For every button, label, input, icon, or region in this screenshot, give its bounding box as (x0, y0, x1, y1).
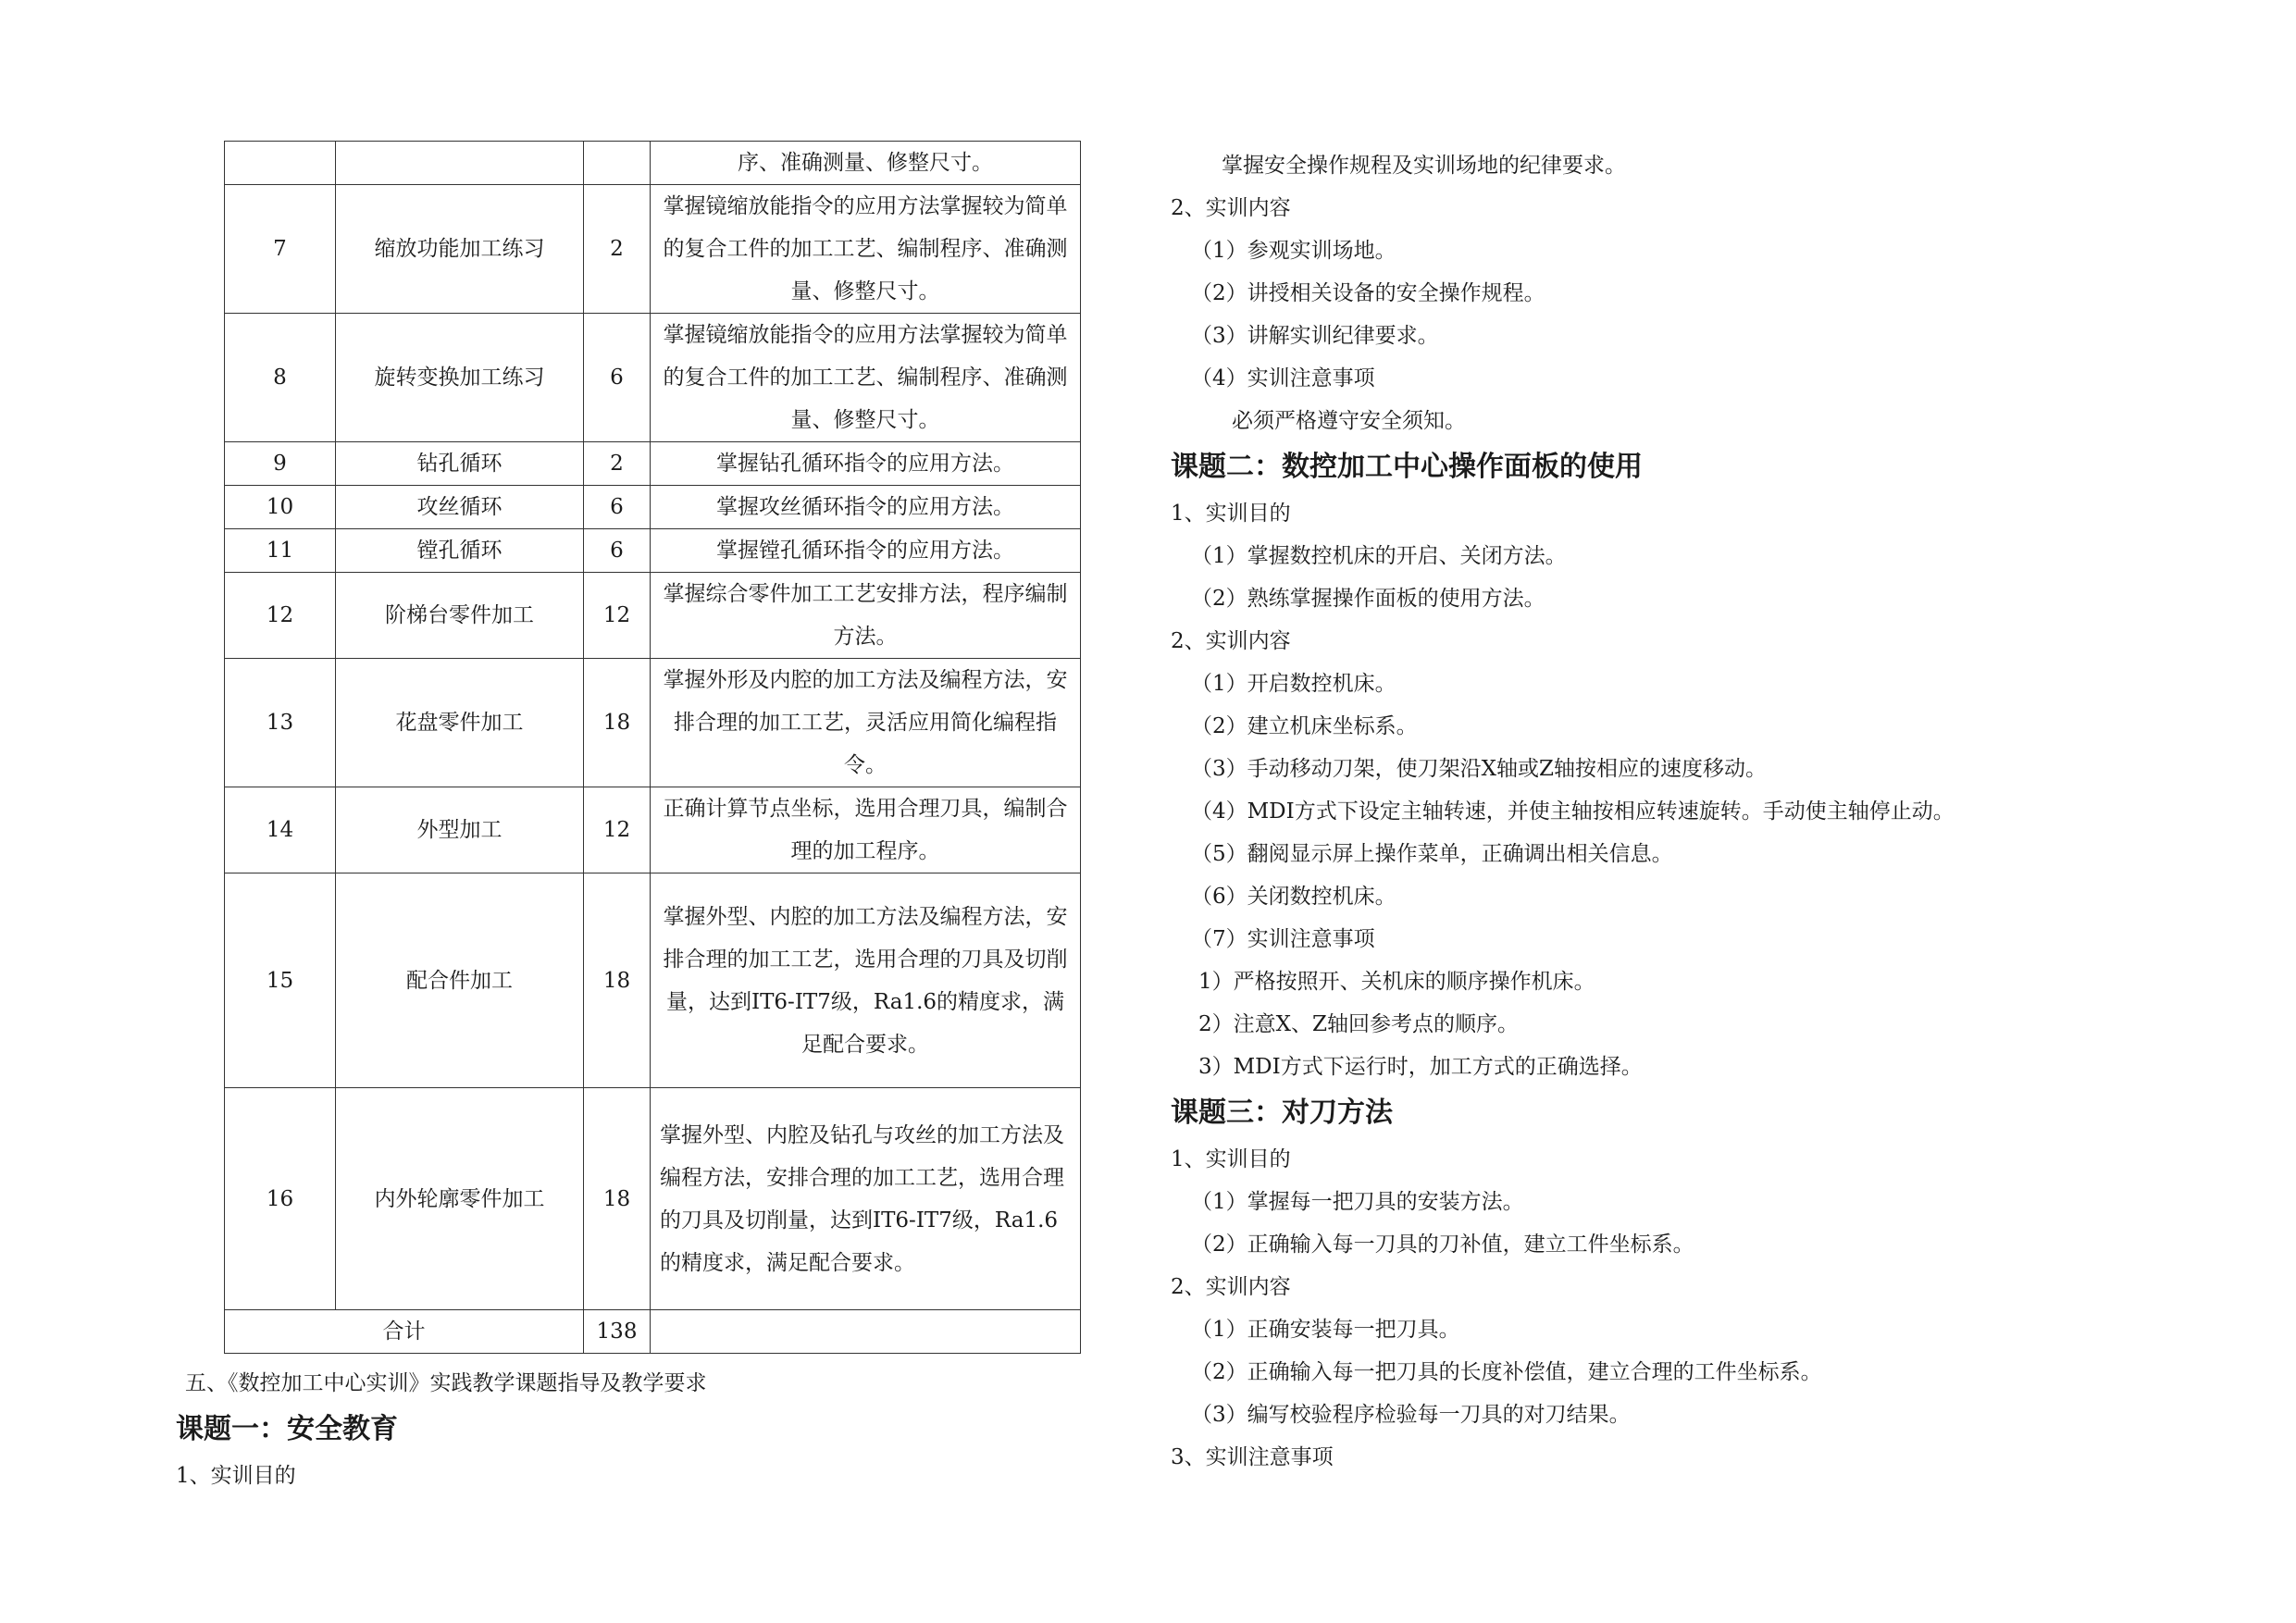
topic2-content-item: （2）建立机床坐标系。 (1191, 714, 1418, 738)
topic2-goal-heading: 1、实训目的 (1171, 502, 1291, 526)
row-number: 7 (225, 185, 336, 314)
row-number: 13 (225, 659, 336, 787)
row-item-name: 内外轮廓零件加工 (336, 1088, 584, 1310)
topic3-content-heading: 2、实训内容 (1171, 1275, 1291, 1299)
row-requirement: 序、准确测量、修整尺寸。 (651, 142, 1081, 185)
row-hours: 12 (584, 787, 651, 873)
row-item-name: 阶梯台零件加工 (336, 573, 584, 659)
row-hours: 12 (584, 573, 651, 659)
table-row (225, 142, 1081, 185)
table-row (225, 1088, 1081, 1310)
topic3-notes-heading: 3、实训注意事项 (1171, 1445, 1334, 1469)
row-number: 12 (225, 573, 336, 659)
row-item-name: 旋转变换加工练习 (336, 314, 584, 442)
topic2-heading: 课题二：数控加工中心操作面板的使用 (1171, 451, 1643, 483)
topic1-content-item: （1）参观实训场地。 (1191, 239, 1396, 263)
topic2-note-item: 2）注意X、Z轴回参考点的顺序。 (1198, 1012, 1519, 1036)
topic3-content-item: （3）编写校验程序检验每一刀具的对刀结果。 (1191, 1403, 1631, 1427)
row-hours: 2 (584, 185, 651, 314)
table-row (225, 873, 1081, 1088)
total-label: 合计 (225, 1310, 584, 1354)
topic1-goal-heading: 1、实训目的 (176, 1464, 296, 1488)
topic2-content-item: （5）翻阅显示屏上操作菜单，正确调出相关信息。 (1191, 842, 1673, 866)
row-requirement: 掌握钻孔循环指令的应用方法。 (651, 442, 1081, 486)
row-number: 8 (225, 314, 336, 442)
topic3-content-item: （1）正确安装每一把刀具。 (1191, 1318, 1460, 1342)
row-item-name: 外型加工 (336, 787, 584, 873)
topic2-goal-item: （1）掌握数控机床的开启、关闭方法。 (1191, 544, 1567, 568)
row-hours: 18 (584, 873, 651, 1088)
row-requirement: 掌握镗孔循环指令的应用方法。 (651, 529, 1081, 573)
table-row (225, 573, 1081, 659)
row-hours (584, 142, 651, 185)
topic1-content-item: （3）讲解实训纪律要求。 (1191, 324, 1439, 348)
table-total-row (225, 1310, 1081, 1354)
row-requirement: 正确计算节点坐标，选用合理刀具，编制合理的加工程序。 (651, 787, 1081, 873)
row-requirement: 掌握镜缩放能指令的应用方法掌握较为简单的复合工件的加工工艺、编制程序、准确测量、修整尺寸。 (651, 185, 1081, 314)
table-row (225, 185, 1081, 314)
row-hours: 6 (584, 314, 651, 442)
topic2-content-item: （4）MDI方式下设定主轴转速，并使主轴按相应转速旋转。手动使主轴停止动。 (1191, 799, 1955, 824)
topic2-content-item: （6）关闭数控机床。 (1191, 885, 1396, 909)
table-row (225, 486, 1081, 529)
table-row (225, 787, 1081, 873)
row-hours: 2 (584, 442, 651, 486)
row-hours: 6 (584, 529, 651, 573)
section-title: 五、《数控加工中心实训》实践教学课题指导及教学要求 (185, 1371, 707, 1395)
topic2-content-heading: 2、实训内容 (1171, 629, 1291, 653)
topic3-goal-heading: 1、实训目的 (1171, 1147, 1291, 1171)
row-hours: 18 (584, 1088, 651, 1310)
row-requirement: 掌握外型、内腔的加工方法及编程方法，安排合理的加工工艺，选用合理的刀具及切削量，达到IT6-IT7级，Ra1.6的精度求，满足配合要求。 (651, 873, 1081, 1088)
row-item-name: 缩放功能加工练习 (336, 185, 584, 314)
row-item-name (336, 142, 584, 185)
row-number: 14 (225, 787, 336, 873)
row-number: 10 (225, 486, 336, 529)
table-row (225, 659, 1081, 787)
table-row (225, 314, 1081, 442)
row-item-name: 配合件加工 (336, 873, 584, 1088)
row-hours: 6 (584, 486, 651, 529)
topic2-content-item: （3）手动移动刀架，使刀架沿X轴或Z轴按相应的速度移动。 (1191, 757, 1767, 781)
row-number: 15 (225, 873, 336, 1088)
row-requirement: 掌握外型、内腔及钻孔与攻丝的加工方法及编程方法，安排合理的加工工艺，选用合理的刀具及切削量，达到IT6-IT7级，Ra1.6的精度求，满足配合要求。 (651, 1088, 1081, 1310)
topic3-goal-item: （2）正确输入每一刀具的刀补值，建立工件坐标系。 (1191, 1233, 1694, 1257)
row-hours: 18 (584, 659, 651, 787)
row-number (225, 142, 336, 185)
row-requirement: 掌握镜缩放能指令的应用方法掌握较为简单的复合工件的加工工艺、编制程序、准确测量、修整尺寸。 (651, 314, 1081, 442)
topic1-content-heading: 2、实训内容 (1171, 196, 1291, 220)
row-number: 16 (225, 1088, 336, 1310)
topic1-notes-text: 必须严格遵守安全须知。 (1232, 409, 1466, 433)
row-item-name: 镗孔循环 (336, 529, 584, 573)
row-item-name: 花盘零件加工 (336, 659, 584, 787)
topic3-content-item: （2）正确输入每一把刀具的长度补偿值，建立合理的工件坐标系。 (1191, 1360, 1822, 1384)
row-number: 9 (225, 442, 336, 486)
topic1-goal-text: 掌握安全操作规程及实训场地的纪律要求。 (1222, 154, 1626, 178)
total-hours: 138 (584, 1310, 651, 1354)
topic2-note-item: 3）MDI方式下运行时，加工方式的正确选择。 (1198, 1055, 1643, 1079)
table-row (225, 529, 1081, 573)
row-number: 11 (225, 529, 336, 573)
topic3-goal-item: （1）掌握每一把刀具的安装方法。 (1191, 1190, 1524, 1214)
right-column-text (1171, 144, 2263, 1479)
topic1-heading: 课题一：安全教育 (176, 1413, 398, 1445)
row-item-name: 攻丝循环 (336, 486, 584, 529)
table-row (225, 442, 1081, 486)
topic2-content-item: （7）实训注意事项 (1191, 927, 1375, 951)
topic2-content-item: （1）开启数控机床。 (1191, 672, 1396, 696)
row-requirement: 掌握外形及内腔的加工方法及编程方法，安排合理的加工工艺，灵活应用简化编程指令。 (651, 659, 1081, 787)
left-column-text (176, 1362, 1083, 1497)
topic1-content-item: （2）讲授相关设备的安全操作规程。 (1191, 281, 1545, 305)
topic2-note-item: 1）严格按照开、关机床的顺序操作机床。 (1198, 970, 1595, 994)
row-item-name: 钻孔循环 (336, 442, 584, 486)
training-plan-table (224, 141, 1081, 1354)
topic1-content-item: （4）实训注意事项 (1191, 366, 1375, 390)
row-requirement: 掌握综合零件加工工艺安排方法，程序编制方法。 (651, 573, 1081, 659)
total-empty-cell (651, 1310, 1081, 1354)
row-requirement: 掌握攻丝循环指令的应用方法。 (651, 486, 1081, 529)
topic2-goal-item: （2）熟练掌握操作面板的使用方法。 (1191, 587, 1545, 611)
topic3-heading: 课题三：对刀方法 (1171, 1096, 1393, 1129)
